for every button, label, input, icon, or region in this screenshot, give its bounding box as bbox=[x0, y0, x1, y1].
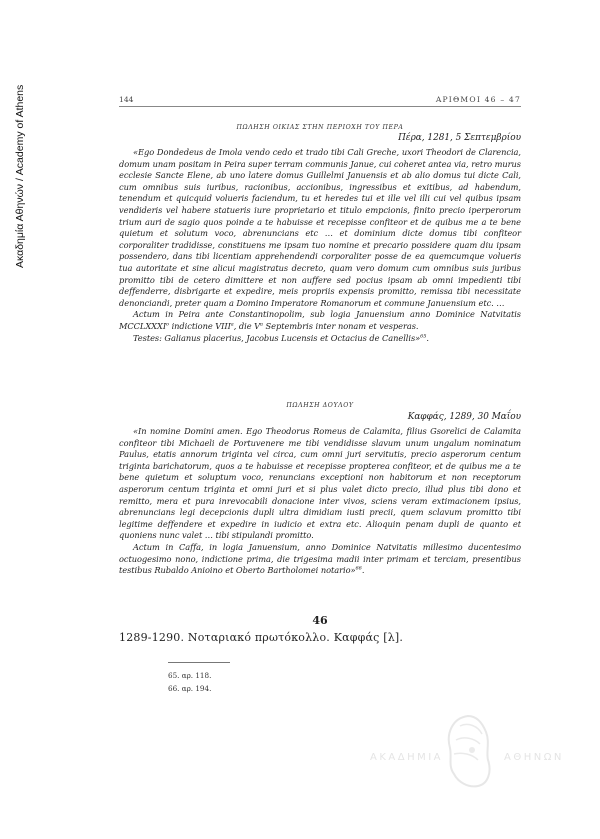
superscript: a bbox=[230, 321, 234, 328]
archive-side-label bbox=[14, 40, 28, 270]
document-45 bbox=[119, 124, 521, 344]
document-title: 1289-1290. Νοταριακό πρωτόκολλο. Καφφάς [λ]. bbox=[119, 631, 404, 644]
document-number: 46 bbox=[312, 614, 328, 627]
footnote-ref: 66 bbox=[355, 565, 362, 572]
latin-paragraph-text: , die V bbox=[233, 320, 261, 331]
footnote-rule bbox=[168, 662, 230, 663]
latin-paragraph-text: Actum in Peira ante Constantinopolim, sub logia Januensium anno Dominice Natvitatis MCCLXXXI bbox=[119, 309, 521, 331]
latin-paragraph: «Ego Dondedeus de Imola vendo cedo et trado tibi Cali Greche, uxori Theodori de Clarencia, domum unam positam in Peira super terram communis Janue, cui coheret antea via, retro murus ecclesie Sancte Elene, ab uno latere domus Guillelmi Januensis et ab alio domus tui dicte Cali, cum omnibus suis iuribus, racionibus, accionibus, ingressibus et exitibus, ad habendum, tenendum et quicquid volueris faciendum, tu et heredes tui et ille vel illi cui vel quibus ipsam vendideris vel habere statueris iure proprietario et titulo empcionis, finito precio iperperorum trium auri de sagio quos poinde a te habuisse et recepisse confiteor et de quibus me a te bene quietum et solutum voco, abrenuncians etc … et dominium dicte domus tibi confiteor corporaliter tradidisse, constituens me ipsam tuo nomine et precario possidere quam diu ipsam possendero, dans tibi licentiam apprehendendi corporaliter posse de ea quemcumque volueris tua autoritate et sine alicui magistratus decreto, quam vero domum cum omnibus suis juribus promitto tibi de cetero dimittere et non auffere sed pocius ipsam ab omni impedienti tibi deffenderre, disbrigarte et expedire, meis propriis expensis promitto, remissa tibi necessitate denonciandi, preter quam a Domino Imperatore Romanorum et commune Januensium etc. … bbox=[119, 147, 521, 308]
document-slave-sale bbox=[119, 402, 521, 577]
watermark-right-text: ΑΘΗΝΩΝ bbox=[504, 752, 564, 763]
latin-paragraph-text: indictione VIII bbox=[169, 320, 231, 331]
footnote: 65. αρ. 118. bbox=[168, 671, 212, 680]
place-date: Πέρα, 1281, 5 Σεπτεμβρίου bbox=[398, 133, 521, 143]
page-header bbox=[119, 95, 521, 109]
footnote-ref: 65 bbox=[420, 332, 427, 339]
academy-watermark bbox=[370, 712, 570, 802]
place-date: Καφφάς, 1289, 30 Μαΐου bbox=[407, 412, 521, 422]
section-heading: ΠΩΛΗΣΗ ΔΟΥΛΟΥ bbox=[286, 402, 354, 409]
latin-paragraph bbox=[119, 542, 521, 577]
latin-paragraph-text: . bbox=[361, 565, 365, 576]
running-title: ΑΡΙΘΜΟΙ 46 – 47 bbox=[435, 95, 521, 104]
footnotes bbox=[168, 669, 211, 695]
page-number: 144 bbox=[119, 95, 134, 104]
latin-paragraph-text: Actum in Caffa, in logia Januensium, anno Dominice Natvitatis millesimo ducentesimo octuogesimo nono, indictione prima, die trigesima madii inter primam et terciam, presentibus testibus Rubaldo Anioino et Oberto Bartholomei notario» bbox=[119, 541, 521, 576]
archive-side-label-text: Ακαδημία Αθηνών / Academy of Athens bbox=[14, 84, 26, 268]
latin-paragraph bbox=[119, 309, 521, 332]
latin-paragraph-text: Septembris inter nonam et vesperas. bbox=[262, 320, 419, 331]
latin-paragraph-text: . bbox=[426, 332, 429, 343]
watermark-left-text: ΑΚΑΔΗΜΙΑ bbox=[370, 752, 444, 763]
superscript: a bbox=[260, 321, 263, 328]
latin-paragraph: «In nomine Domini amen. Ego Theodorus Romeus de Calamita, filius Gsorelici de Calamita confiteor tibi Michaeli de Portuvenere me tibi vendidisse slavum unum ungalum nominatum Paulus, etatis annorum triginta vel circa, cum omni juri servitutis, precio asperorum centum triginta barichatorum, quos a te habuisse et recepisse propterea confiteor, et de quibus me a te bene quietum et soluptum voco, renuncians exceptioni non habitorum et non receptorum asperorum centum triginta et omni juri et si plus valet dicto precio, illud plus tibi dono et remitto, mera et pura inrevocabili donacione inter vivos, sciens veram extimacionem ipsius, abrenuncians legi decepcionis dupli ultra dimidiam iusti precii, quem sclavum promitto tibi legitime deffendere et expedire in iudicio et extra etc. Alioquin penam dupli de quanto et quoniens nunc valet … tibi stipulandi promitto. bbox=[119, 426, 521, 541]
header-rule bbox=[119, 106, 521, 107]
footnote: 66. αρ. 194. bbox=[168, 684, 212, 693]
athena-head-icon bbox=[438, 712, 498, 792]
latin-text bbox=[119, 147, 521, 344]
section-heading: ΠΩΛΗΣΗ ΟΙΚΙΑΣ ΣΤΗΝ ΠΕΡΙΟΧΗ ΤΟΥ ΠΕΡΑ bbox=[236, 124, 404, 131]
latin-text bbox=[119, 426, 521, 577]
superscript: o bbox=[166, 321, 169, 328]
witnesses-text: Testes: Galianus placerius, Jacobus Lucensis et Octacius de Canellis» bbox=[133, 332, 421, 343]
latin-paragraph bbox=[119, 333, 521, 345]
